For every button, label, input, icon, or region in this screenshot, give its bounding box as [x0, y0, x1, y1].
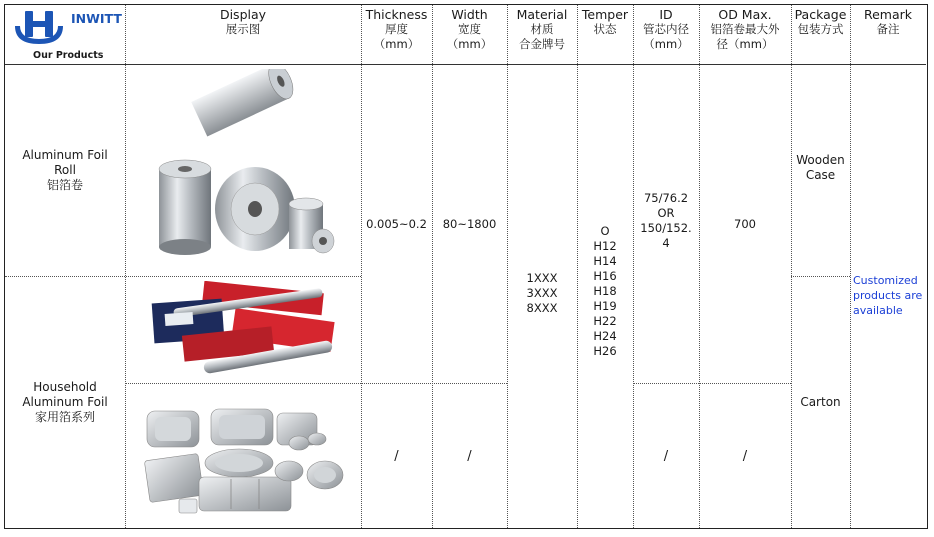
row-label-roll — [5, 65, 125, 276]
slash-text: / — [663, 448, 669, 464]
brand-subtitle: Our Products — [33, 50, 104, 61]
brand-name: INWITT — [71, 11, 122, 26]
row-label-cn: 铝箔卷 — [46, 178, 83, 192]
brand-logo — [7, 7, 125, 63]
id-value — [633, 191, 699, 251]
header-unit: （mm） — [373, 37, 420, 51]
household-foil-box-image — [143, 281, 348, 379]
foil-roll-image — [145, 69, 345, 269]
package-wooden-case — [791, 153, 850, 183]
row-label-text: Roll — [54, 163, 76, 177]
header-label-cn: 备注 — [876, 22, 900, 36]
header-label-cn: 展示图 — [225, 22, 261, 36]
header-label: Package — [794, 7, 847, 22]
temper-text: H22 — [593, 314, 617, 328]
temper-value — [577, 224, 633, 359]
product-table — [4, 4, 928, 529]
row-label-text: Household — [33, 380, 97, 394]
header-label-cn: 状态 — [593, 22, 617, 36]
temper-text: H16 — [593, 269, 617, 283]
grid-line — [125, 5, 126, 528]
row-label-household — [5, 277, 125, 528]
id-na — [633, 384, 699, 528]
header-remark — [850, 5, 926, 65]
foil-container-image — [139, 387, 351, 525]
temper-text: H26 — [593, 344, 617, 358]
row-label-text: Aluminum Foil — [22, 395, 108, 409]
width-text: 80~1800 — [442, 216, 497, 231]
package-carton — [791, 277, 850, 528]
grid-line — [507, 5, 508, 528]
header-label: ID — [659, 7, 673, 22]
header-label: OD Max. — [718, 7, 772, 22]
row-label-cn: 家用箔系列 — [34, 410, 95, 424]
grid-line — [850, 5, 851, 528]
thickness-na — [361, 384, 432, 528]
header-label-cn: 包装方式 — [797, 22, 844, 36]
header-label-cn: 材质 — [530, 22, 554, 36]
id-text: OR — [657, 206, 675, 220]
header-id — [633, 5, 699, 65]
temper-text: H19 — [593, 299, 617, 313]
header-label: Display — [219, 7, 267, 22]
temper-text: H18 — [593, 284, 617, 298]
header-label: Width — [451, 7, 488, 22]
thickness-value — [361, 65, 432, 383]
header-label-cn: 厚度 — [385, 22, 408, 36]
slash-text: / — [742, 448, 748, 464]
logo-icon — [9, 8, 71, 48]
od-text: 700 — [734, 216, 756, 231]
temper-text: H12 — [593, 239, 617, 253]
package-text: Case — [805, 168, 836, 182]
remark-text: available — [853, 304, 903, 317]
temper-text: O — [600, 224, 610, 238]
header-display — [125, 5, 361, 65]
material-text: 1XXX — [526, 271, 558, 285]
remark-customized — [853, 273, 927, 318]
package-text: Wooden — [796, 153, 845, 167]
slash-text: / — [467, 448, 472, 464]
header-label: Temper — [581, 7, 629, 22]
package-text: Carton — [800, 395, 841, 409]
width-value — [432, 65, 507, 383]
header-unit: 径（mm） — [716, 37, 774, 51]
width-na — [432, 384, 507, 528]
header-label: Remark — [863, 7, 913, 22]
header-label: Thickness — [365, 7, 428, 22]
row-label-text: Aluminum Foil — [22, 148, 108, 162]
header-label-cn: 管芯内径 — [643, 22, 689, 36]
thickness-text: 0.005~0.2 — [366, 216, 427, 231]
od-max-value — [699, 65, 791, 383]
remark-text: Customized — [853, 274, 918, 287]
id-text: 150/152. — [640, 221, 692, 235]
id-text: 4 — [662, 236, 670, 250]
header-label: Material — [516, 7, 568, 22]
header-od-max — [699, 5, 791, 65]
remark-text: products are — [853, 289, 923, 302]
header-label-cn: 合金牌号 — [519, 37, 565, 51]
header-unit: （mm） — [446, 37, 493, 51]
material-text: 3XXX — [526, 286, 558, 300]
header-unit: （mm） — [643, 37, 689, 51]
slash-text: / — [394, 448, 399, 464]
material-text: 8XXX — [526, 301, 558, 315]
id-text: 75/76.2 — [643, 191, 689, 205]
temper-text: H14 — [593, 254, 617, 268]
header-label-cn: 铝箔卷最大外 — [710, 22, 780, 36]
header-thickness — [361, 5, 432, 65]
header-width — [432, 5, 507, 65]
od-na — [699, 384, 791, 528]
header-package — [791, 5, 850, 65]
header-material — [507, 5, 577, 65]
material-value — [507, 271, 577, 316]
header-label-cn: 宽度 — [458, 22, 481, 36]
temper-text: H24 — [593, 329, 617, 343]
header-temper — [577, 5, 633, 65]
